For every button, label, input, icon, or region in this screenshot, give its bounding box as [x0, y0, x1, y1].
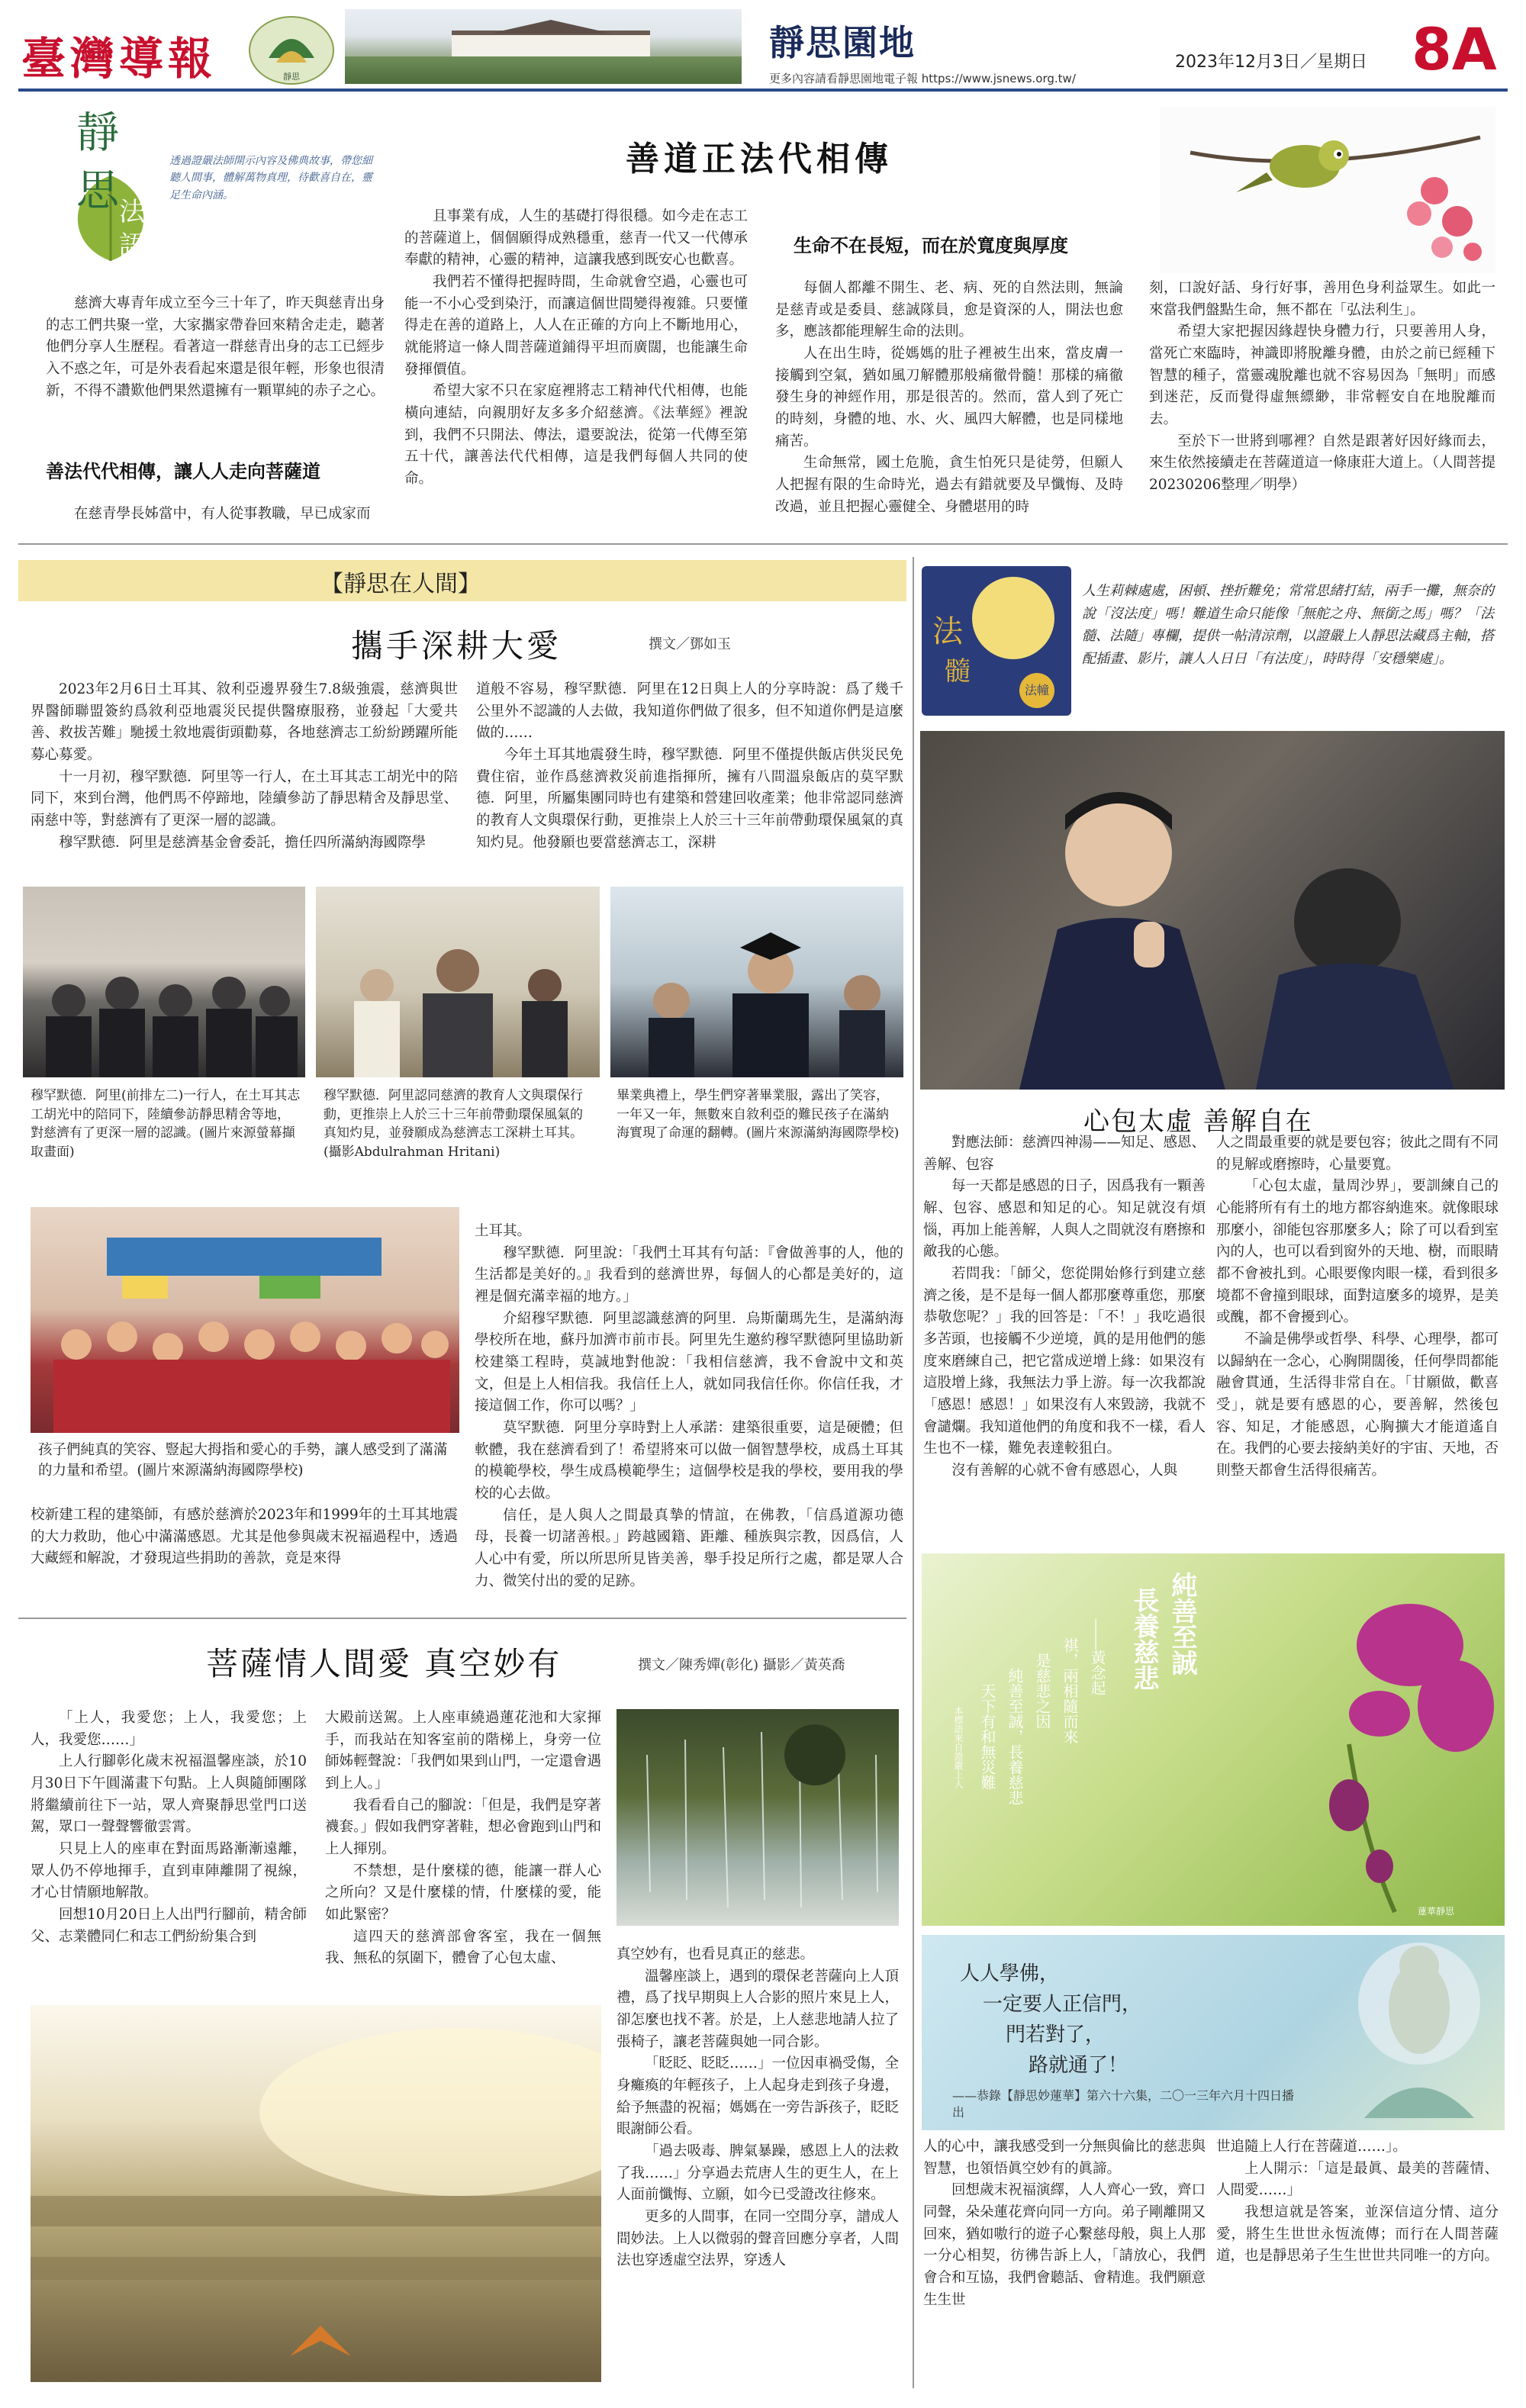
- poster1-calligraphy-1: 純善至誠: [1167, 1572, 1197, 1676]
- masthead-building-photo: [345, 9, 742, 84]
- article4-para: 「心包太虛，量周沙界」，要訓練自己的心能將所有有土的地方都容納進來。就像眼球那麼小，卻能包容那麼多人；除了可以看到室內的人，也可以看到窗外的天地、樹，而眼睛都不會被扎到。心眼要像肉眼一樣，看到很多境都不會撞到眼球，面對這麼多的境界，是美或醜，都不會擾到心。: [1216, 1178, 1499, 1326]
- article3-para: 真空妙有，也看見真正的慈悲。: [617, 1946, 815, 1962]
- article3-para: 回想10月20日上人出門行腳前，精舍師父、志業體同仁和志工們紛紛集合到: [31, 1907, 307, 1945]
- article2-para: 校新建工程的建築師，有感於慈濟於2023年和1999年的土耳其地震的大力救助，他心中滿滿感恩。尤其是他參與歲末祝福過程中，透過大藏經和解說，才發現這些捐助的善款，竟是來得: [31, 1507, 458, 1567]
- article3-para: 只見上人的座車在對面馬路漸漸遠離，眾人仍不停地揮手，直到車陣離開了視線，才心甘情願地解散。: [31, 1841, 307, 1901]
- poster1-col-4: 純善至誠，長養慈悲: [1006, 1668, 1024, 1805]
- fadong-badge: [922, 566, 1071, 716]
- article1-para: 刻，口說好話、身行好事，善用色身利益眾生。如此一來當我們盤點生命，無不都在「弘法利生」。: [1149, 280, 1495, 318]
- poster1-col-3: 是慈悲之因: [1033, 1653, 1051, 1729]
- article3-byline: 撰文／陳秀嬋(彰化) 攝影／黃英喬: [638, 1657, 845, 1673]
- article1-para: 希望大家把握因緣趕快身體力行，只要善用人身，當死亡來臨時，神識即將脫離身體，由於之前已經種下智慧的種子，當靈魂脫離也就不容易因為「無明」而感到迷茫，反而覺得虛無縹緲，非常輕安自在地脫離而去。: [1149, 324, 1495, 428]
- article2-para: 今年土耳其地震發生時，穆罕默德．阿里不僅提供飯店供災民免費住宿，並作爲慈濟救災前進指揮所，擁有八間溫泉飯店的莫罕默德．阿里，所屬集團同時也有建築和營建回收產業；他非常認同慈濟的教育人文與環保行動，更推崇上人於三十三年前帶動環保風氣的真知灼見。他發願也要當慈濟志工，深耕: [476, 747, 903, 851]
- article4-col2: [1216, 1132, 1499, 1546]
- article1-col1: [46, 293, 385, 446]
- orchid-poster: [922, 1553, 1505, 1926]
- article2-byline: 撰文／鄧如玉: [649, 636, 731, 652]
- article3-para: 大殿前送駕。上人座車繞過蓮花池和大家揮手，而我站在知客室前的階梯上，身旁一位師姊輕聲說：「我們如果到山門，一定還會遇到上人。」: [325, 1710, 601, 1792]
- photo-caption-3: 畢業典禮上，學生們穿著畢業服，露出了笑容，一年又一年，無數來自敘利亞的難民孩子在滿納海實現了命運的翻轉。(圖片來源滿納海國際學校): [617, 1088, 900, 1141]
- article1-para: 生命無常，國土危脆，貪生怕死只是徒勞，但願人人把握有限的生命時光，過去有錯就要及早懺悔、及時改過，並且把握心靈健全、身體堪用的時: [775, 455, 1123, 515]
- article4-col1: [923, 1132, 1206, 1546]
- poster1-col-2: 祺，兩相隨而來: [1061, 1637, 1079, 1744]
- logo-char-1: 靜: [76, 108, 119, 158]
- article1-title: 善道正法代相傳: [626, 140, 893, 179]
- photo-caption-4: 孩子們純真的笑容、豎起大拇指和愛心的手勢，讓人感受到了滿滿的力量和希望。(圖片來源滿納海國際學校): [38, 1442, 448, 1479]
- issue-date: 2023年12月3日／星期日: [1175, 53, 1367, 72]
- lotus-poster: [922, 1935, 1505, 2130]
- article3-para: 「眨眨、眨眨……」一位因車禍受傷，全身癱瘓的年輕孩子，上人起身走到孩子身邊，給予無盡的祝福；媽媽在一旁告訴孩子，眨眨眼謝師公看。: [617, 2055, 899, 2138]
- poster1-credit: 蓮華靜思: [1418, 1906, 1455, 1917]
- article2-para: 道般不容易，穆罕默德．阿里在12日與上人的分享時說：爲了幾千公里外不認識的人去做，我知道你們做了很多，但不知道你們是這麼做的……: [476, 681, 903, 742]
- page-number: 8A: [1412, 15, 1497, 83]
- article3-para: 人的心中，讓我感受到一分無與倫比的慈悲與智慧，也領悟眞空妙有的眞諦。: [923, 2139, 1206, 2177]
- poster1-calligraphy-2: 長養慈悲: [1128, 1587, 1159, 1691]
- poster1-small-text: 本標語來自證嚴上人: [953, 1706, 964, 1788]
- article2-para: 穆罕默德．阿里是慈濟基金會委託，擔任四所滿納海國際學: [59, 834, 427, 851]
- article1-col3: [775, 278, 1123, 534]
- poster2-line-3: 門若對了，: [1006, 2023, 1106, 2046]
- article1-col1b: [46, 504, 385, 534]
- article3-para: 「過去吸毒、脾氣暴躁，感恩上人的法救了我……」分享過去荒唐人生的更生人，在上人面前懺悔、立願，如今已受證改往修來。: [617, 2143, 899, 2204]
- article2-para: 穆罕默德．阿里說：「我們土耳其有句話：『會做善事的人，他的生活都是美好的。』我看到的慈濟世界，每個人的心都是美好的，這裡是個充滿幸福的地方。」: [475, 1244, 903, 1305]
- article4-para: 人之間最重要的就是要包容；彼此之間有不同的見解或磨擦時，心量要寬。: [1216, 1135, 1499, 1173]
- article3-para: 世追隨上人行在菩薩道……」。: [1216, 2139, 1407, 2155]
- article4-para: 若問我：「師父，您從開始修行到建立慈濟之後，是不是每一個人都那麼尊重您，那麼恭敬您呢？」我的回答是：「不！」我吃過很多苦頭，也接觸不少逆境，眞的是用他們的態度來磨練自己，把它當成逆增上緣：如果沒有這股增上緣，我無法力爭上游。每一次我都說「感恩！感恩！」如果沒有人來毀謗，我就不會譴爛。我知道他們的角度和我不一樣，看人生也不一樣，難免表達較狙白。: [923, 1266, 1206, 1457]
- poster1-col-5: 天下有和無災難: [978, 1683, 996, 1790]
- article2-col3: [31, 1505, 458, 1595]
- article2-para: 2023年2月6日土耳其、敘利亞邊界發生7.8級強震，慈濟與世界醫師聯盟簽約爲敘利亞地震災民提供醫療服務，並發起「大愛共善、救拔苦難」馳援土敘地震街頭勸募，各地慈濟志工紛紛踴躍所能募心募愛。: [31, 681, 458, 764]
- article3-col1: [31, 1708, 307, 1967]
- article3-para: 上人開示：「這是最眞、最美的菩薩情、人間愛……」: [1216, 2160, 1499, 2199]
- article1-para: 慈濟大專青年成立至今三十年了，昨天與慈青出身的志工們共聚一堂，大家攜家帶眷回來精舍走走，聽著他們分享人生歷程。看著這一群慈青出身的志工已經步入不惑之年，可是外表看起來還是很年輕，形象也很清新，不得不讚歎他們果然還擁有一顆單純的赤子之心。: [46, 295, 385, 399]
- article1-para: 人在出生時，從媽媽的肚子裡被生出來，當皮膚一接觸到空氣，猶如風刀解體那般痛徹骨髓！那樣的痛徹發生身的神經作用，那是很苦的。然而，當人到了死亡的時刻，身體的地、水、火、風四大解體，也是同樣地痛苦。: [775, 346, 1123, 449]
- photo-caption-1: 穆罕默德．阿里(前排左二)一行人，在土耳其志工胡光中的陪同下，陸續參訪靜思精舍等地，對慈濟有了更深一層的認識。(圖片來源螢幕擷取畫面): [31, 1088, 301, 1160]
- bird-flower-photo: [1160, 107, 1495, 273]
- logo-intro: 透過證嚴法師開示內容及佛典故事，帶您細聽人間事，體解萬物真理，待歡喜自在，靈足生命內涵。: [169, 155, 372, 201]
- meeting-photo: [316, 887, 600, 1077]
- article4-para: 不論是佛學或哲學、科學、心理學，都可以歸納在一念心，心胸開闊後，任何學問都能融會貫通，生活得非常自在。「甘願做，歡喜受」，就是要有感恩的心，要善解，然後包容、知足，才能感恩，心胸擴大才能道遙自在。我們的心要去接納美好的宇宙、天地，否則整天都會生活得很痛苦。: [1216, 1331, 1499, 1479]
- article2-para: 信任，是人與人之間最真摯的情誼，在佛教，「信爲道源功德母，長養一切諸善根。」跨越國籍、距離、種族與宗教，因爲信，人人心中有愛，所以所思所見皆美善，舉手投足所行之處，都是眾人合力、微笑付出的愛的足跡。: [475, 1507, 903, 1589]
- article1-para: 希望大家不只在家庭裡將志工精神代代相傳，也能橫向連結，向親朋好友多多介紹慈濟。《法華經》裡說到，我們不只開法、傳法，還要說法，從第一代傳至第五十代，讓善法代代相傳，這是我們每個人共同的使命。: [404, 383, 748, 488]
- article1-col2: [404, 206, 748, 534]
- divider: [18, 1618, 906, 1619]
- poster1-col-1: ――黃念起: [1088, 1619, 1106, 1695]
- monastic-bow-photo: [920, 731, 1505, 1090]
- poster2-line-4: 路就通了！: [1029, 2054, 1128, 2077]
- logo-char-3: 法: [119, 197, 145, 227]
- article3-para: 更多的人間事，在同一空間分享，譜成人間妙法。上人以微弱的聲音回應分享者，人間法也穿透虛空法界，穿透人: [617, 2209, 899, 2269]
- logo-char-2: 思: [76, 166, 119, 216]
- article1-para: 且事業有成，人生的基礎打得很穩。如今走在志工的菩薩道上，個個願得成熟穩重，慈青一代又一代傳承奉獻的精神，心靈的精神，這讓我感到既安心也歡喜。: [404, 208, 748, 269]
- poster2-source: ——恭錄【靜思妙蓮華】第六十六集，二〇一三年六月十四日播出: [952, 2088, 1295, 2120]
- article1-subhead2: 生命不在長短，而在於寬度與厚度: [794, 234, 1068, 256]
- article3-para: 上人行腳彰化歲末祝福溫馨座談，於10月30日下午圓滿畫下句點。上人與隨師團隊將繼續前往下一站，眾人齊聚靜思堂門口送駕，眾口一聲聲響徹雲霄。: [31, 1753, 307, 1836]
- poster2-line-2: 一定要人正信門，: [983, 1993, 1142, 2016]
- fadong-intro: 人生莉棘處處，困頓、挫折難免；常常思緒打結，兩手一攤，無奈的說「沒法度」嗎！難道生命只能像「無舵之舟、無銜之馬」嗎？「法髓、法隨」專欄，提供一帖清涼劑，以證嚴上人靜思法藏爲主軸，搭配插畫、影片，讓人人日日「有法度」，時時得「安穩樂處」。: [1082, 583, 1494, 668]
- tzu-chi-emblem-icon: [246, 12, 337, 89]
- article4-para: 對應法師：慈濟四神湯——知足、感恩、善解、包容: [923, 1135, 1206, 1173]
- article2-para: 莫罕默德．阿里分享時對上人承諾：建築很重要，這是硬體；但軟體，我在慈濟看到了！希望將來可以做一個智慧學校，成爲土耳其的模範學校，學生成爲模範學生；這個學校是我的學校，要用我的學校的心去做。: [475, 1420, 903, 1502]
- waterfall-photo: [617, 1709, 899, 1926]
- article1-para: 在慈青學長姊當中，有人從事教職，早已成家而: [74, 506, 371, 522]
- photo-caption-2: 穆罕默德．阿里認同慈濟的教育人文與環保行動，更推崇上人於三十三年前帶動環保風氣的真知灼見，並發願成為慈濟志工深耕土耳其。(攝影Abdulrahman Hritani): [324, 1088, 583, 1160]
- article3-para: 溫馨座談上，遇到的環保老菩薩向上人頂禮，爲了找早期與上人合影的照片來見上人，卻怎麼也找不著。於是，上人慈悲地請人拉了張椅子，讓老菩薩與她一同合影。: [617, 1968, 899, 2050]
- children-photo: [31, 1207, 459, 1433]
- section-banner-label: 【靜思在人間】: [320, 571, 481, 597]
- paper-logo: 臺灣導報: [21, 33, 217, 85]
- section-subline: 更多內容請看靜思園地電子報 https://www.jsnews.org.tw/: [769, 72, 1076, 85]
- article2-para: 土耳其。: [475, 1223, 532, 1239]
- article3-para: 「上人，我愛您；上人，我愛您；上人，我愛您……」: [31, 1710, 307, 1748]
- article3-col2: [325, 1708, 601, 1967]
- article4-para: 沒有善解的心就不會有感恩心，人與: [951, 1463, 1178, 1479]
- article3-col5: [1216, 2136, 1499, 2381]
- article3-col3: [617, 1944, 899, 2379]
- article4-title: 心包太虛 善解自在: [1083, 1106, 1313, 1137]
- article1-col4: [1149, 278, 1495, 534]
- svg-text:靜思: 靜思: [283, 72, 300, 82]
- fadong-char-1: 法: [932, 614, 963, 649]
- article2-title: 攜手深耕大愛: [351, 627, 562, 665]
- article3-para: 我看看自己的腳說：「但是，我們是穿著襪套。」假如我們穿著鞋，想必會跑到山門和上人揮別。: [325, 1797, 601, 1858]
- divider: [913, 557, 914, 2388]
- section-title: 靜思園地: [769, 22, 916, 63]
- article1-subhead1: 善法代代相傳，讓人人走向菩薩道: [46, 460, 320, 482]
- fadong-sub-badge: 法幢: [1019, 673, 1054, 708]
- article3-para: 我想這就是答案，並深信這分情、這分愛，將生生世世永恆流傳；而行在人間菩薩道，也是靜思弟子生生世世共同唯一的方向。: [1216, 2204, 1499, 2265]
- article4-para: 每一天都是感恩的日子，因爲我有一顆善解、包容、感恩和知足的心。知足就沒有煩惱，再加上能善解，人與人之間就沒有磨擦和敵我的心態。: [923, 1178, 1206, 1260]
- article3-col4: [923, 2136, 1206, 2381]
- article2-col2: [476, 679, 903, 885]
- poster2-line-1: 人人學佛，: [960, 1962, 1060, 1985]
- article1-para: 每個人都離不開生、老、病、死的自然法則，無論是慈青或是委員、慈誠隊員，愈是資深的人，開法也愈多，應該都能理解生命的法則。: [775, 280, 1123, 340]
- fadong-char-2: 髓: [945, 656, 971, 687]
- graduation-photo: [610, 887, 903, 1077]
- article1-para: 至於下一世將到哪裡？自然是跟著好因好緣而去，來生依然接續走在菩薩道這一條康莊大道上。（人間菩提20230206整理／明學）: [1149, 433, 1495, 494]
- masthead-rule: [18, 89, 1508, 92]
- moon-icon: [967, 572, 1059, 664]
- article1-para: 我們若不懂得把握時間，生命就會空過，心靈也可能一不小心受到染汙，而讓這個世間變得複雜。只要懂得走在善的道路上，人人在正確的方向上不斷地用心，就能將這一條人間菩薩道鋪得平坦而廣闊，也能讓生命發揮價值。: [404, 274, 748, 378]
- article2-col1: [31, 679, 458, 885]
- article3-para: 不禁想，是什麼樣的德，能讓一群人心之所向？又是什麼樣的情，什麼樣的愛，能如此緊密？: [325, 1862, 601, 1924]
- logo-char-4: 語: [119, 230, 145, 261]
- jingsi-logo: [46, 99, 168, 275]
- garden-photo: [31, 2005, 601, 2382]
- article3-para: 這四天的慈濟部會客室，我在一個無我、無私的氛圍下，體會了心包太虛、: [325, 1928, 601, 1967]
- article2-col4: [475, 1221, 903, 1595]
- article2-para: 介紹穆罕默德．阿里認識慈濟的阿里．烏斯蘭瑪先生，是滿納海學校所在地，蘇丹加濟市前市長。阿里先生邀約穆罕默德阿里協助新校建築工程時，莫誠地對他說：「我相信慈濟，我不會說中文和英文，但是上人相信我。我信任上人，就如同我信任你。你信任我，才接這個工作，你可以嗎？」: [475, 1310, 903, 1415]
- article3-para: 回想歲末祝福演繹，人人齊心一致，齊口同聲，朵朵蓮花齊向同一方向。弟子剛離開又回來，猶如嗷行的遊子心繫慈母般，與上人那一分心相契，彷彿告訴上人，「請放心，我們會合和互協，我們會聽話、會精進。我們願意生生世: [923, 2182, 1206, 2308]
- article2-para: 十一月初，穆罕默德．阿里等一行人，在土耳其志工胡光中的陪同下，來到台灣，他們馬不停蹄地，陸續參訪了靜思精舍及靜思堂、兩慈中等，對慈濟有了更深一層的認識。: [31, 768, 458, 829]
- article3-title: 菩薩情人間愛 真空妙有: [206, 1645, 562, 1682]
- delegation-photo: [23, 887, 305, 1077]
- masthead: [0, 0, 1526, 92]
- divider: [18, 543, 1508, 545]
